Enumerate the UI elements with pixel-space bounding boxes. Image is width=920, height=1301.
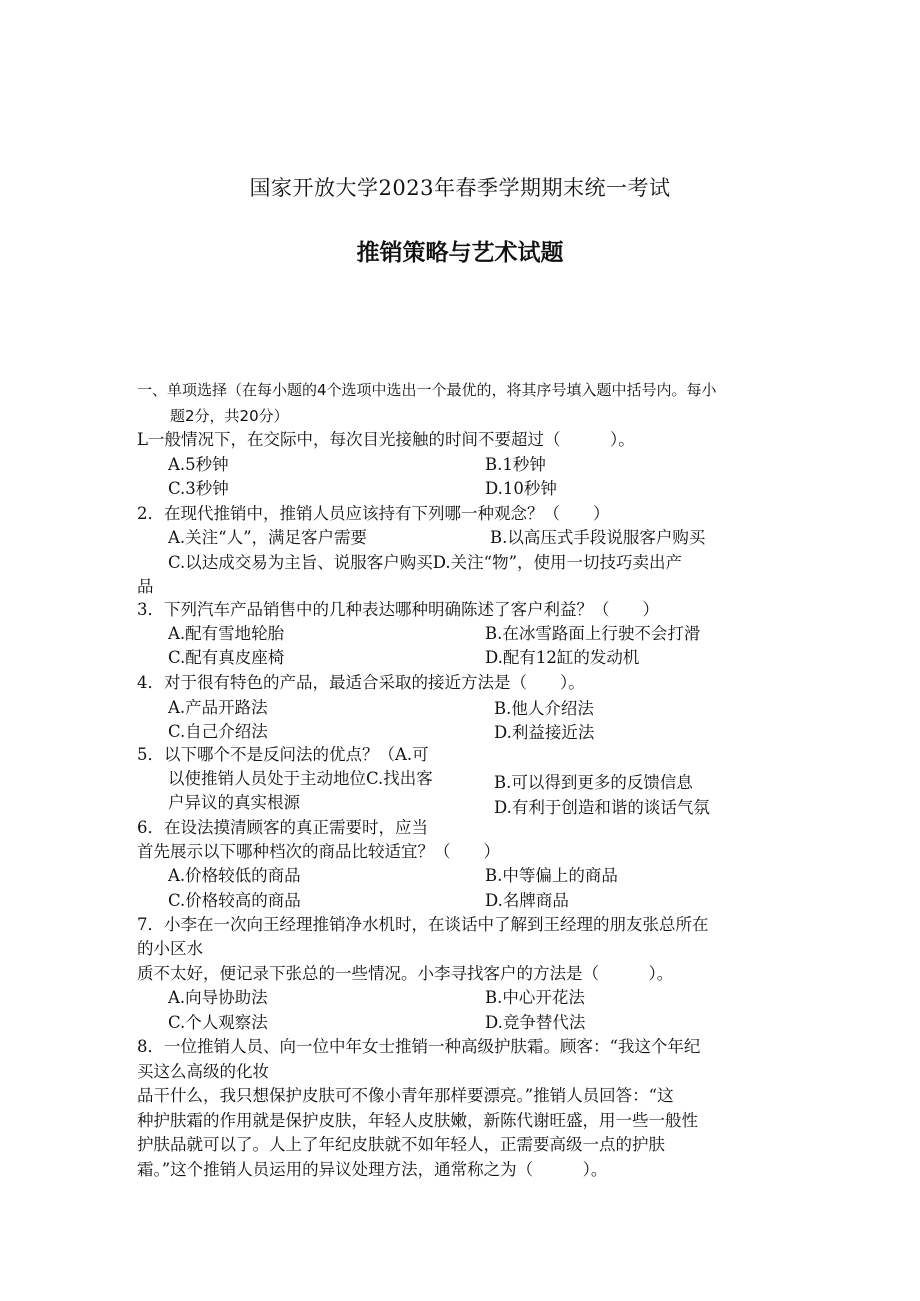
- question-1-option-a: A.5秒钟: [168, 455, 229, 474]
- question-7-line3: 质不太好，便记录下张总的一些情况。小李寻找客户的方法是（ ）。: [137, 964, 674, 983]
- question-1-stem: L一般情况下，在交际中，每次目光接触的时间不要超过（ ）。: [137, 430, 635, 449]
- question-4-stem: 4．对于很有特色的产品，最适合采取的接近方法是（ ）。: [137, 673, 585, 692]
- question-2-option-cd-wrap: 品: [137, 577, 154, 596]
- question-7-option-b: B.中心开花法: [485, 988, 585, 1007]
- question-5-line2: 以使推销人员处于主动地位C.找出客: [168, 769, 433, 788]
- question-2-option-cd: C.以达成交易为主旨、说服客户购买D.关注“物”，使用一切技巧卖出产: [168, 553, 683, 572]
- question-3-option-a: A.配有雪地轮胎: [168, 624, 285, 643]
- question-6-option-a: A.价格较低的商品: [168, 866, 301, 885]
- question-8-line5: 护肤品就可以了。人上了年纪皮肤就不如年轻人，正需要高级一点的护肤: [137, 1135, 665, 1154]
- question-6-option-c: C.价格较高的商品: [168, 891, 301, 910]
- question-8-line4: 种护肤霜的作用就是保护皮肤，年轻人皮肤嫩，新陈代谢旺盛，用一些一般性: [137, 1111, 698, 1130]
- question-7-stem: 7．小李在一次向王经理推销净水机时，在谈话中了解到王经理的朋友张总所在: [137, 915, 709, 934]
- question-5-option-b: B.可以得到更多的反馈信息: [494, 773, 693, 792]
- question-1-option-c: C.3秒钟: [168, 479, 229, 498]
- question-6-option-b: B.中等偏上的商品: [485, 866, 618, 885]
- question-5-stem: 5．以下哪个不是反问法的优点？（A.可: [137, 745, 429, 764]
- question-4-option-b: B.他人介绍法: [494, 699, 594, 718]
- question-6-line2: 首先展示以下哪种档次的商品比较适宜？（ ）: [137, 842, 500, 861]
- exam-title: 国家开放大学2023年春季学期期末统一考试: [249, 176, 671, 200]
- question-3-option-c: C.配有真皮座椅: [168, 648, 285, 667]
- section-heading-line1: 一、单项选择（在每小题的4个选项中选出一个最优的，将其序号填入题中括号内。每小: [137, 381, 717, 399]
- question-6-option-d: D.名牌商品: [485, 891, 569, 910]
- question-5-option-d: D.有利于创造和谐的谈话气氛: [494, 798, 710, 817]
- question-2-stem: 2．在现代推销中，推销人员应该持有下列哪一种观念？（ ）: [137, 504, 610, 523]
- question-8-line6: 霜。”这个推销人员运用的异议处理方法，通常称之为（ ）。: [137, 1160, 608, 1179]
- question-2-option-b: B.以高压式手段说服客户购买: [490, 528, 706, 547]
- question-4-option-c: C.自己介绍法: [168, 722, 268, 741]
- question-7-option-d: D.竞争替代法: [485, 1013, 586, 1032]
- question-8-line2: 买这么高级的化妆: [137, 1062, 269, 1081]
- section-heading-line2: 题2分，共20分）: [170, 407, 289, 425]
- paper-title: 推销策略与艺术试题: [356, 240, 564, 266]
- question-6-stem: 6．在设法摸清顾客的真正需要时，应当: [137, 818, 428, 837]
- question-4-option-a: A.产品开路法: [168, 698, 268, 717]
- question-7-option-c: C.个人观察法: [168, 1013, 268, 1032]
- question-3-stem: 3．下列汽车产品销售中的几种表达哪种明确陈述了客户利益？（ ）: [137, 600, 659, 619]
- question-8-line3: 品干什么，我只想保护皮肤可不像小青年那样要漂亮。”推销人员回答：“这: [137, 1086, 674, 1105]
- question-8-stem: 8．一位推销人员、向一位中年女士推销一种高级护肤霜。顾客：“我这个年纪: [137, 1037, 701, 1056]
- question-4-option-d: D.利益接近法: [494, 723, 595, 742]
- question-7-line2: 的小区水: [137, 939, 203, 958]
- question-7-option-a: A.向导协助法: [168, 988, 268, 1007]
- question-2-option-a: A.关注“人”，满足客户需要: [168, 528, 368, 547]
- question-5-line3: 户异议的真实根源: [168, 793, 300, 812]
- question-1-option-d: D.10秒钟: [485, 479, 557, 498]
- question-3-option-b: B.在冰雪路面上行驶不会打滑: [485, 624, 701, 643]
- question-3-option-d: D.配有12缸的发动机: [485, 648, 640, 667]
- question-1-option-b: B.1秒钟: [485, 455, 546, 474]
